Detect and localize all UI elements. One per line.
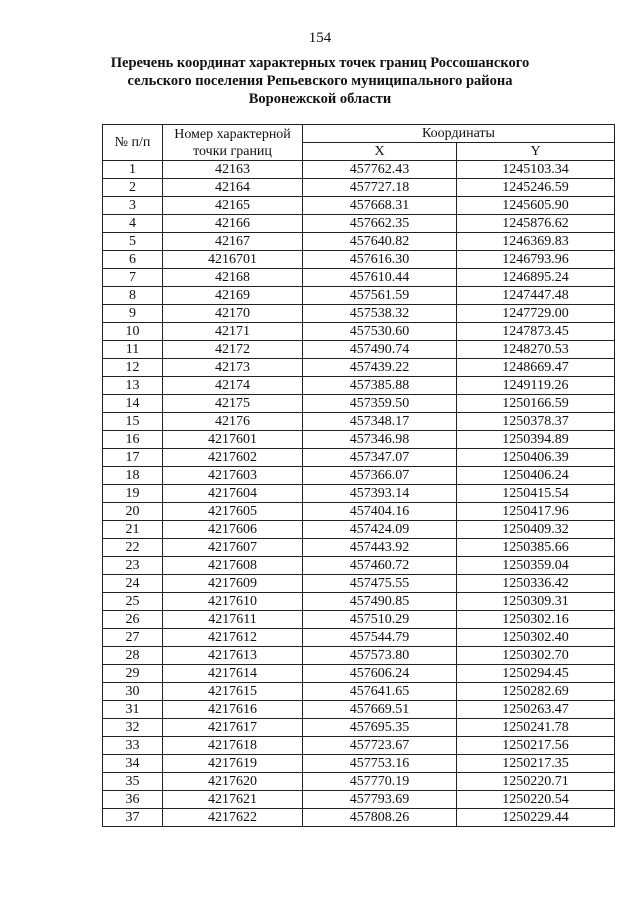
x-coordinate-cell: 457443.92 xyxy=(303,539,457,557)
point-number-cell: 4217613 xyxy=(163,647,303,665)
table-row xyxy=(103,557,615,575)
x-coordinate-cell: 457669.51 xyxy=(303,701,457,719)
header-point-number: Номер характерной точки границ xyxy=(163,125,303,161)
x-coordinate-cell: 457366.07 xyxy=(303,467,457,485)
document-title xyxy=(80,54,560,108)
point-number-cell: 42173 xyxy=(163,359,303,377)
y-coordinate-cell: 1246793.96 xyxy=(457,251,615,269)
x-coordinate-cell: 457753.16 xyxy=(303,755,457,773)
row-number-cell: 30 xyxy=(103,683,163,701)
table-row xyxy=(103,251,615,269)
x-coordinate-cell: 457347.07 xyxy=(303,449,457,467)
row-number-cell: 28 xyxy=(103,647,163,665)
x-coordinate-cell: 457561.59 xyxy=(303,287,457,305)
point-number-cell: 4217605 xyxy=(163,503,303,521)
y-coordinate-cell: 1250241.78 xyxy=(457,719,615,737)
y-coordinate-cell: 1250409.32 xyxy=(457,521,615,539)
y-coordinate-cell: 1250220.71 xyxy=(457,773,615,791)
row-number-cell: 27 xyxy=(103,629,163,647)
coordinates-table xyxy=(102,124,615,827)
table-row xyxy=(103,575,615,593)
point-number-cell: 4217618 xyxy=(163,737,303,755)
point-number-cell: 42174 xyxy=(163,377,303,395)
point-number-cell: 4217619 xyxy=(163,755,303,773)
y-coordinate-cell: 1247873.45 xyxy=(457,323,615,341)
row-number-cell: 34 xyxy=(103,755,163,773)
x-coordinate-cell: 457404.16 xyxy=(303,503,457,521)
y-coordinate-cell: 1250406.24 xyxy=(457,467,615,485)
point-number-cell: 42167 xyxy=(163,233,303,251)
row-number-cell: 3 xyxy=(103,197,163,215)
x-coordinate-cell: 457762.43 xyxy=(303,161,457,179)
header-y: Y xyxy=(457,143,615,161)
x-coordinate-cell: 457808.26 xyxy=(303,809,457,827)
x-coordinate-cell: 457793.69 xyxy=(303,791,457,809)
row-number-cell: 37 xyxy=(103,809,163,827)
row-number-cell: 25 xyxy=(103,593,163,611)
x-coordinate-cell: 457640.82 xyxy=(303,233,457,251)
y-coordinate-cell: 1250294.45 xyxy=(457,665,615,683)
point-number-cell: 4217622 xyxy=(163,809,303,827)
row-number-cell: 11 xyxy=(103,341,163,359)
row-number-cell: 23 xyxy=(103,557,163,575)
x-coordinate-cell: 457668.31 xyxy=(303,197,457,215)
y-coordinate-cell: 1250359.04 xyxy=(457,557,615,575)
y-coordinate-cell: 1250302.70 xyxy=(457,647,615,665)
point-number-cell: 42169 xyxy=(163,287,303,305)
point-number-cell: 4217615 xyxy=(163,683,303,701)
table-row xyxy=(103,305,615,323)
point-number-cell: 42171 xyxy=(163,323,303,341)
row-number-cell: 7 xyxy=(103,269,163,287)
y-coordinate-cell: 1250302.16 xyxy=(457,611,615,629)
row-number-cell: 15 xyxy=(103,413,163,431)
x-coordinate-cell: 457727.18 xyxy=(303,179,457,197)
x-coordinate-cell: 457346.98 xyxy=(303,431,457,449)
table-row xyxy=(103,521,615,539)
table-body xyxy=(103,161,615,827)
table-row xyxy=(103,233,615,251)
row-number-cell: 31 xyxy=(103,701,163,719)
y-coordinate-cell: 1250282.69 xyxy=(457,683,615,701)
row-number-cell: 36 xyxy=(103,791,163,809)
point-number-cell: 4217607 xyxy=(163,539,303,557)
x-coordinate-cell: 457393.14 xyxy=(303,485,457,503)
row-number-cell: 20 xyxy=(103,503,163,521)
y-coordinate-cell: 1250394.89 xyxy=(457,431,615,449)
title-line-3: Воронежской области xyxy=(248,91,392,107)
table-row xyxy=(103,413,615,431)
point-number-cell: 42164 xyxy=(163,179,303,197)
table-row xyxy=(103,467,615,485)
x-coordinate-cell: 457348.17 xyxy=(303,413,457,431)
point-number-cell: 42176 xyxy=(163,413,303,431)
row-number-cell: 22 xyxy=(103,539,163,557)
table-row xyxy=(103,503,615,521)
table-row xyxy=(103,629,615,647)
row-number-cell: 16 xyxy=(103,431,163,449)
row-number-cell: 2 xyxy=(103,179,163,197)
point-number-cell: 42170 xyxy=(163,305,303,323)
x-coordinate-cell: 457510.29 xyxy=(303,611,457,629)
x-coordinate-cell: 457475.55 xyxy=(303,575,457,593)
x-coordinate-cell: 457606.24 xyxy=(303,665,457,683)
table-row xyxy=(103,341,615,359)
table-row xyxy=(103,269,615,287)
table-row xyxy=(103,755,615,773)
x-coordinate-cell: 457424.09 xyxy=(303,521,457,539)
point-number-cell: 42168 xyxy=(163,269,303,287)
x-coordinate-cell: 457530.60 xyxy=(303,323,457,341)
x-coordinate-cell: 457538.32 xyxy=(303,305,457,323)
y-coordinate-cell: 1248270.53 xyxy=(457,341,615,359)
x-coordinate-cell: 457573.80 xyxy=(303,647,457,665)
point-number-cell: 4216701 xyxy=(163,251,303,269)
y-coordinate-cell: 1250217.35 xyxy=(457,755,615,773)
point-number-cell: 4217616 xyxy=(163,701,303,719)
y-coordinate-cell: 1250406.39 xyxy=(457,449,615,467)
table-row xyxy=(103,683,615,701)
table-row xyxy=(103,359,615,377)
y-coordinate-cell: 1245605.90 xyxy=(457,197,615,215)
header-coordinates: Координаты xyxy=(303,125,615,143)
row-number-cell: 8 xyxy=(103,287,163,305)
table-row xyxy=(103,431,615,449)
y-coordinate-cell: 1250385.66 xyxy=(457,539,615,557)
table-row xyxy=(103,377,615,395)
y-coordinate-cell: 1250378.37 xyxy=(457,413,615,431)
table-row xyxy=(103,485,615,503)
point-number-cell: 4217621 xyxy=(163,791,303,809)
point-number-cell: 4217609 xyxy=(163,575,303,593)
row-number-cell: 33 xyxy=(103,737,163,755)
x-coordinate-cell: 457460.72 xyxy=(303,557,457,575)
point-number-cell: 4217602 xyxy=(163,449,303,467)
x-coordinate-cell: 457616.30 xyxy=(303,251,457,269)
table-row xyxy=(103,773,615,791)
x-coordinate-cell: 457544.79 xyxy=(303,629,457,647)
row-number-cell: 1 xyxy=(103,161,163,179)
table-row xyxy=(103,593,615,611)
y-coordinate-cell: 1250166.59 xyxy=(457,395,615,413)
row-number-cell: 10 xyxy=(103,323,163,341)
row-number-cell: 24 xyxy=(103,575,163,593)
x-coordinate-cell: 457770.19 xyxy=(303,773,457,791)
x-coordinate-cell: 457695.35 xyxy=(303,719,457,737)
x-coordinate-cell: 457490.85 xyxy=(303,593,457,611)
table-row xyxy=(103,395,615,413)
table-row xyxy=(103,791,615,809)
table-row xyxy=(103,197,615,215)
row-number-cell: 29 xyxy=(103,665,163,683)
y-coordinate-cell: 1248669.47 xyxy=(457,359,615,377)
y-coordinate-cell: 1247729.00 xyxy=(457,305,615,323)
y-coordinate-cell: 1250220.54 xyxy=(457,791,615,809)
y-coordinate-cell: 1250309.31 xyxy=(457,593,615,611)
header-x: X xyxy=(303,143,457,161)
y-coordinate-cell: 1245103.34 xyxy=(457,161,615,179)
table-row xyxy=(103,161,615,179)
point-number-cell: 4217601 xyxy=(163,431,303,449)
row-number-cell: 35 xyxy=(103,773,163,791)
x-coordinate-cell: 457439.22 xyxy=(303,359,457,377)
x-coordinate-cell: 457723.67 xyxy=(303,737,457,755)
point-number-cell: 4217611 xyxy=(163,611,303,629)
table-row xyxy=(103,647,615,665)
point-number-cell: 4217620 xyxy=(163,773,303,791)
table-row xyxy=(103,809,615,827)
point-number-cell: 4217603 xyxy=(163,467,303,485)
table-row xyxy=(103,611,615,629)
row-number-cell: 21 xyxy=(103,521,163,539)
row-number-cell: 32 xyxy=(103,719,163,737)
point-number-cell: 42163 xyxy=(163,161,303,179)
point-number-cell: 42166 xyxy=(163,215,303,233)
row-number-cell: 17 xyxy=(103,449,163,467)
y-coordinate-cell: 1250302.40 xyxy=(457,629,615,647)
x-coordinate-cell: 457641.65 xyxy=(303,683,457,701)
y-coordinate-cell: 1250336.42 xyxy=(457,575,615,593)
x-coordinate-cell: 457385.88 xyxy=(303,377,457,395)
row-number-cell: 5 xyxy=(103,233,163,251)
y-coordinate-cell: 1250217.56 xyxy=(457,737,615,755)
point-number-cell: 4217617 xyxy=(163,719,303,737)
point-number-cell: 42175 xyxy=(163,395,303,413)
header-row-number: № п/п xyxy=(103,125,163,161)
row-number-cell: 14 xyxy=(103,395,163,413)
table-row xyxy=(103,737,615,755)
x-coordinate-cell: 457610.44 xyxy=(303,269,457,287)
y-coordinate-cell: 1250263.47 xyxy=(457,701,615,719)
x-coordinate-cell: 457359.50 xyxy=(303,395,457,413)
y-coordinate-cell: 1250417.96 xyxy=(457,503,615,521)
point-number-cell: 42172 xyxy=(163,341,303,359)
point-number-cell: 4217604 xyxy=(163,485,303,503)
y-coordinate-cell: 1245876.62 xyxy=(457,215,615,233)
row-number-cell: 12 xyxy=(103,359,163,377)
point-number-cell: 4217610 xyxy=(163,593,303,611)
table-row xyxy=(103,719,615,737)
y-coordinate-cell: 1249119.26 xyxy=(457,377,615,395)
page-number: 154 xyxy=(308,30,332,46)
y-coordinate-cell: 1250415.54 xyxy=(457,485,615,503)
table-row xyxy=(103,449,615,467)
y-coordinate-cell: 1247447.48 xyxy=(457,287,615,305)
row-number-cell: 4 xyxy=(103,215,163,233)
table-row xyxy=(103,665,615,683)
row-number-cell: 18 xyxy=(103,467,163,485)
row-number-cell: 9 xyxy=(103,305,163,323)
table-row xyxy=(103,179,615,197)
point-number-cell: 4217608 xyxy=(163,557,303,575)
table-row xyxy=(103,539,615,557)
row-number-cell: 6 xyxy=(103,251,163,269)
row-number-cell: 19 xyxy=(103,485,163,503)
y-coordinate-cell: 1245246.59 xyxy=(457,179,615,197)
point-number-cell: 42165 xyxy=(163,197,303,215)
title-line-1: Перечень координат характерных точек границ Россошанского xyxy=(110,55,530,71)
y-coordinate-cell: 1250229.44 xyxy=(457,809,615,827)
point-number-cell: 4217614 xyxy=(163,665,303,683)
title-line-2: сельского поселения Репьевского муниципального района xyxy=(127,73,513,89)
y-coordinate-cell: 1246369.83 xyxy=(457,233,615,251)
point-number-cell: 4217612 xyxy=(163,629,303,647)
x-coordinate-cell: 457490.74 xyxy=(303,341,457,359)
table-row xyxy=(103,287,615,305)
row-number-cell: 26 xyxy=(103,611,163,629)
y-coordinate-cell: 1246895.24 xyxy=(457,269,615,287)
table-row xyxy=(103,323,615,341)
table-row xyxy=(103,215,615,233)
row-number-cell: 13 xyxy=(103,377,163,395)
table-row xyxy=(103,701,615,719)
point-number-cell: 4217606 xyxy=(163,521,303,539)
x-coordinate-cell: 457662.35 xyxy=(303,215,457,233)
